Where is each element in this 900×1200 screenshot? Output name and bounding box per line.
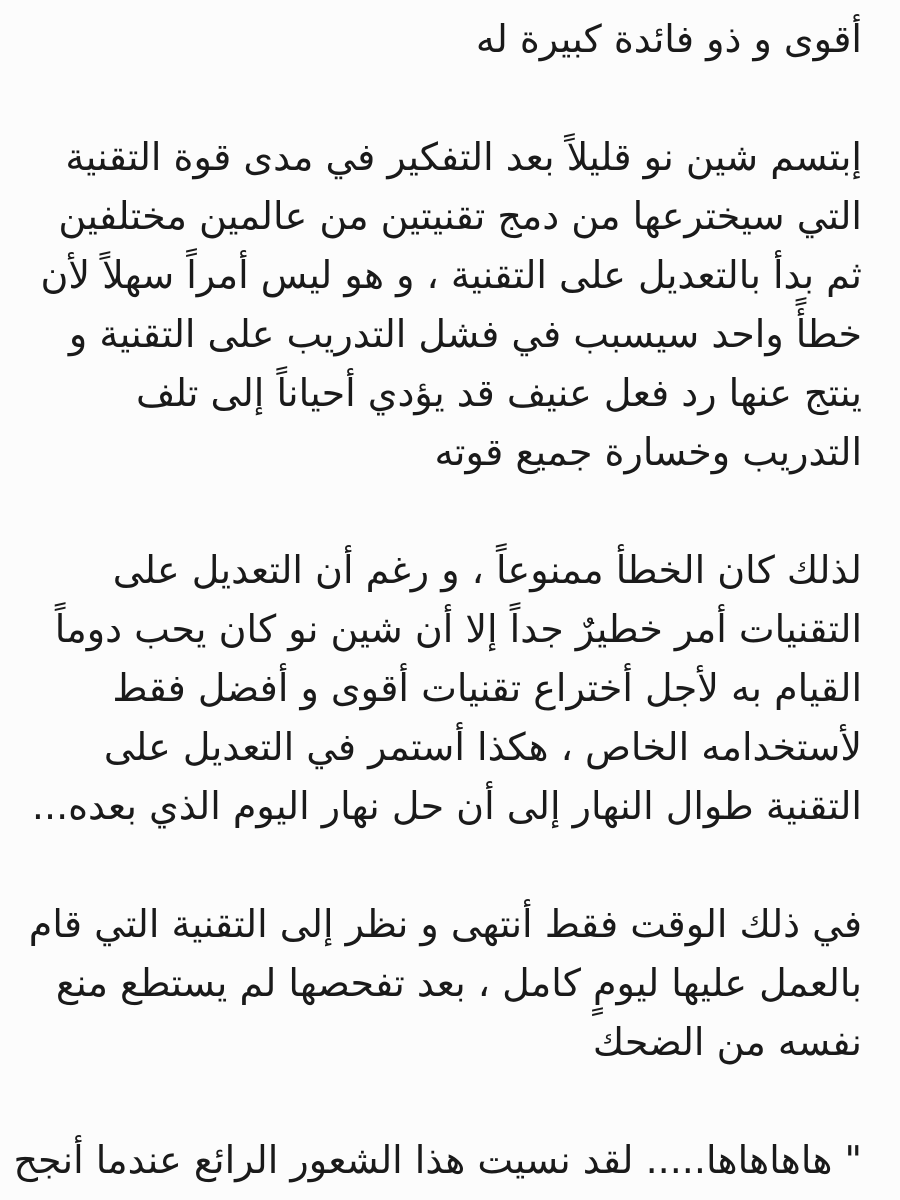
text-line: بالعمل عليها ليومٍ كامل ، بعد تفحصها لم يستطع منع — [55, 961, 862, 1005]
paragraph — [31, 541, 862, 836]
text-line: ثم بدأ بالتعديل على التقنية ، و هو ليس أمراً سهلاً لأن — [40, 253, 862, 297]
text-line: ينتج عنها رد فعل عنيف قد يؤدي أحياناً إلى تلف — [135, 371, 862, 415]
text-line: إبتسم شين نو قليلاً بعد التفكير في مدى قوة التقنية — [65, 135, 862, 179]
text-line: لذلك كان الخطأ ممنوعاً ، و رغم أن التعديل على — [112, 548, 862, 592]
text-line: التقنية طوال النهار إلى أن حل نهار اليوم الذي بعده... — [31, 784, 862, 828]
text-line: نفسه من الضحك — [592, 1020, 862, 1064]
text-line: التي سيخترعها من دمج تقنيتين من عالمين مختلفين — [58, 194, 862, 238]
paragraph — [40, 128, 862, 482]
paragraph — [50, 10, 862, 69]
text-line: أقوى و ذو فائدة كبيرة له — [475, 17, 862, 61]
text-line: في ذلك الوقت فقط أنتهى و نظر إلى التقنية التي قام — [28, 902, 862, 946]
paragraph — [13, 1131, 862, 1190]
text-line: لأستخدامه الخاص ، هكذا أستمر في التعديل على — [103, 725, 862, 769]
paragraph — [28, 895, 862, 1072]
text-line: التدريب وخسارة جميع قوته — [434, 430, 862, 474]
text-line: التقنيات أمر خطيرٌ جداً إلا أن شين نو كان يحب دوماً — [54, 607, 862, 651]
text-line: خطأً واحد سيسبب في فشل التدريب على التقنية و — [68, 312, 862, 356]
text-line: " هاهاهاها..... لقد نسيت هذا الشعور الرائع عندما أنجح — [13, 1138, 862, 1182]
text-line: القيام به لأجل أختراع تقنيات أقوى و أفضل فقط — [112, 666, 862, 710]
